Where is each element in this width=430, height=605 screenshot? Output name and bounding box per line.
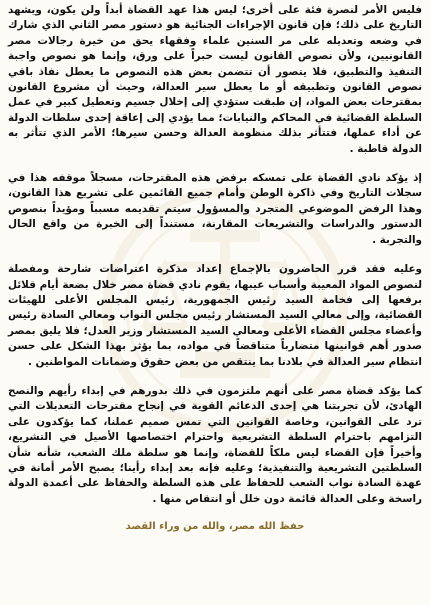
paragraph-4: كما يؤكد قضاة مصر على أنهم ملتزمون في ذلك بدورهم في إبداء رأيهم والنصح الهادئ، لأن تجربتنا هي إحدى الدعائم القوية في إنجاح مقترحات التعديلات التي ترد على القوانين، وخاصة القوانين التي تمس صميم عملنا، كما يؤكدون على التزامهم باحترام السلطة التشريعية واحترام اختصاصها الأصيل في التشريع، وأخيراً فإن القضاء ليس ملكاً للقضاة، وإنما هو سلطة ملك الشعب، شأنه شأن السلطتين التشريعية والتنفيذية؛ وعليه فإنه بعد إبداء رأينا؛ يصبح الأمر أمانة في عهدة السادة نواب الشعب للحفاظ على هذه السلطة والحفاظ على أعمدة الدولة راسخة وعلى العدالة قائمة دون خلل أو انتقاص منها . bbox=[8, 384, 422, 505]
closing-signoff: حفظ الله مصر، والله من وراء القصد bbox=[125, 521, 305, 533]
paragraph-1: فليس الأمر لنصرة فئة على أخرى؛ ليس هذا عهد القضاة أبداً ولن يكون، ويشهد التاريخ على ذلك؛ فإن قانون الإجراءات الجنائية هو دستور مصر الثاني الذي شارك في وضعه وتعديله على مر السنين علماء وفقهاء يحق من خيرة رجالات مصر القانونيين، ولأن نصوص القانون ليست حبراً على ورق، وإنما هو نصوص واجبة التنفيذ والتطبيق، فلا يتصور أن تتضمن بعض هذه النصوص ما يعطل نفاذ باقي نصوص القانون وتطبيقه أو ما يعطل سير العدالة، وحيث أن مشروع القانون بمقترحات بعض المواد، إن طبقت ستؤدي إلى إخلال جسيم وتعطيل كبير في عمل السلطة القضائية في المحاكم والنيابات؛ مما يؤدي إلى إعاقة إحدى سلطات الدولة عن أداء عملها، فتتأثر بذلك منظومة العدالة وحسن سيرها؛ الأمر الذي تتأثر به الدولة قاطبة . bbox=[8, 4, 422, 155]
paragraph-3: وعليه فقد قرر الحاضرون بالإجماع إعداد مذكرة اعتراضات شارحة ومفصلة لنصوص المواد المعيبة وأسباب عيبها، يقوم نادي قضاة مصر خلال بضعة أيام قلائل برفعها إلى فخامة السيد رئيس الجمهورية، رئيس المجلس الأعلى للهيئات القضائية، وإلى معالي السيد المستشار رئيس مجلس النواب ومعالي السادة رئيس وأعضاء مجلس القضاء الأعلى ومعالي السيد المستشار وزير العدل؛ فلا يليق بمصر صدور أهم قوانينها متضارباً متناقضاً في مواده، بما يؤثر بهذا الشكل على حسن انتظام سير العدالة في بلادنا بما ينتقص من بعض حقوق وضمانات المواطنين . bbox=[8, 263, 422, 368]
document-body bbox=[6, 3, 424, 532]
paragraph-2: إذ يؤكد نادي القضاة على تمسكه برفض هذه المقترحات، مسجلاً موقفه هذا في سجلات التاريخ وفي ذاكرة الوطن وأمام جميع القائمين على تشريع هذا القانون، وهذا الرفض الموضوعي المتجرد والمسؤول سيتم تقديمه مسبباً ومؤيداً بنصوص الدستور والدراسات والتشريعات المقارنة، مستنداً إلى الخبرة من واقع الحال والتجربة . bbox=[8, 172, 422, 246]
